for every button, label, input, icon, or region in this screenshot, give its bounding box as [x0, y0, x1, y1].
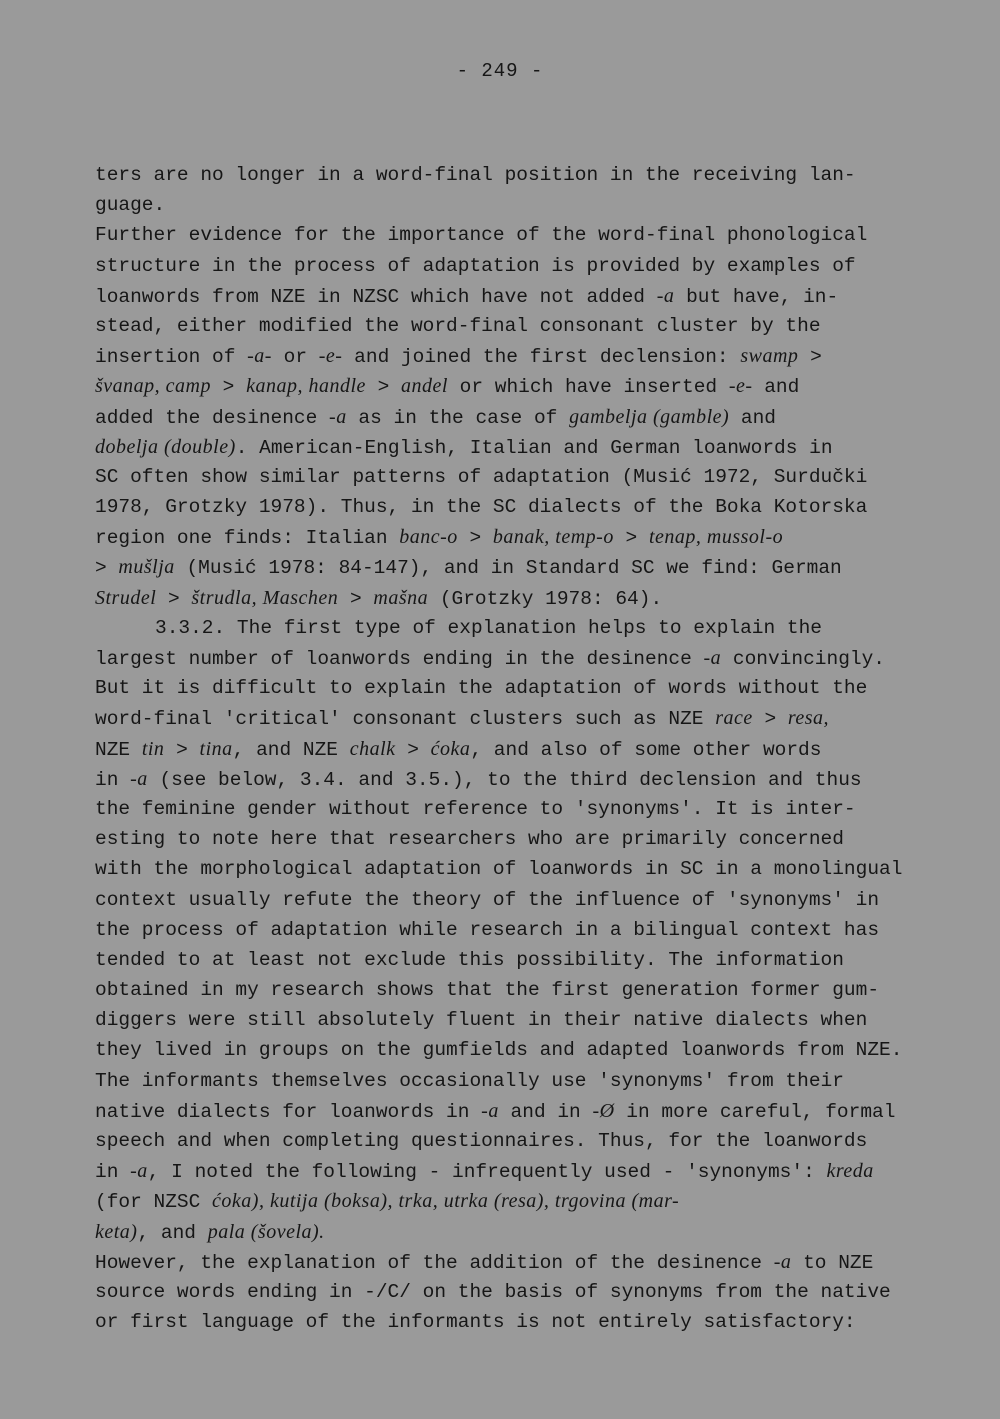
italic-term: race: [715, 707, 753, 730]
text-line: insertion of -a- or -e- and joined the first declension: swamp >: [95, 345, 822, 369]
text-line: NZE tin > tina, and NZE chalk > ćoka, and also of some other words: [95, 737, 822, 761]
text-line: (for NZSC ćoka), kutija (boksa), trka, utrka (resa), trgovina (mar-: [95, 1190, 680, 1214]
italic-term: -a: [656, 284, 675, 307]
italic-term: tin: [141, 737, 165, 760]
text-line: loanwords from NZE in NZSC which have not added -a but have, in-: [95, 284, 839, 308]
text-line: structure in the process of adaptation is provided by examples of: [95, 254, 856, 277]
text-line: in -a (see below, 3.4. and 3.5.), to the third declension and thus: [95, 767, 862, 791]
text-line: Strudel > štrudla, Maschen > mašna (Grotzky 1978: 64).: [95, 586, 663, 610]
italic-term: pala (šovela).: [207, 1220, 325, 1243]
text-line: švanap, camp > kanap, handle > andel or which have inserted -e- and: [95, 375, 800, 399]
text-line: guage.: [95, 194, 166, 217]
italic-term: -e-: [318, 345, 343, 368]
text-line: > mušlja (Musić 1978: 84-147), and in Standard SC we find: German: [95, 556, 842, 580]
italic-term: mašna: [373, 586, 429, 609]
text-line: with the morphological adaptation of loanwords in SC in a monolingual: [95, 858, 903, 881]
italic-term: chalk: [349, 737, 396, 760]
text-line: diggers were still absolutely fluent in their native dialects when: [95, 1009, 868, 1032]
text-line: ters are no longer in a word-final position in the receiving lan-: [95, 164, 856, 186]
text-line: the feminine gender without reference to 'synonyms'. It is inter-: [95, 797, 856, 820]
text-line: source words ending in -/C/ on the basis of synonyms from the native: [95, 1280, 891, 1303]
text-line: But it is difficult to explain the adaptation of words without the: [95, 677, 868, 700]
italic-term: štrudla, Maschen: [191, 586, 339, 609]
italic-term: swamp: [740, 345, 799, 368]
italic-term: Strudel: [95, 586, 157, 609]
italic-term: resa,: [787, 707, 830, 730]
text-line: context usually refute the theory of the influence of 'synonyms' in: [95, 888, 880, 911]
italic-term: -e-: [728, 375, 753, 398]
italic-term: ćoka), kutija (boksa), trka, utrka (resa), trgovina (mar-: [212, 1190, 680, 1213]
text-line: largest number of loanwords ending in the desinence -a convincingly.: [95, 647, 885, 670]
text-line: stead, either modified the word-final consonant cluster by the: [95, 314, 821, 337]
italic-term: -a: [703, 647, 722, 669]
italic-term: mušlja: [118, 556, 175, 579]
italic-term: tenap, mussol-o: [648, 526, 784, 549]
italic-term: kreda: [826, 1160, 874, 1183]
text-line: However, the explanation of the addition of the desinence -a to NZE: [95, 1250, 874, 1274]
text-line: added the desinence -a as in the case of gambelja (gamble) and: [95, 405, 777, 429]
italic-term: -a: [329, 405, 347, 428]
text-line: obtained in my research shows that the first generation former gum-: [95, 979, 880, 1002]
text-line: speech and when completing questionnaires. Thus, for the loanwords: [95, 1130, 868, 1152]
italic-term: keta): [95, 1220, 138, 1243]
italic-term: kanap, handle: [246, 375, 366, 398]
text-line: dobelja (double). American-English, Italian and German loanwords in: [95, 435, 833, 459]
text-line: or first language of the informants is not entirely satisfactory:: [95, 1311, 856, 1334]
text-line: they lived in groups on the gumfields and adapted loanwords from NZE.: [95, 1039, 903, 1062]
italic-term: andel: [401, 375, 448, 398]
italic-term: švanap, camp: [95, 375, 211, 398]
text-line: native dialects for loanwords in -a and in -Ø in more careful, formal: [95, 1099, 896, 1123]
text-line: The informants themselves occasionally use 'synonyms' from their: [95, 1069, 844, 1092]
italic-term: banak, temp-o: [492, 526, 614, 549]
italic-term: dobelja (double): [95, 435, 236, 458]
italic-term: -a: [130, 1160, 148, 1183]
text-line: word-final 'critical' consonant clusters such as NZE race > resa,: [95, 707, 830, 731]
italic-term: banc-o: [399, 526, 458, 549]
italic-term: -Ø: [592, 1099, 615, 1122]
italic-term: gambelja (gamble): [569, 405, 730, 428]
text-line: tended to at least not exclude this possibility. The information: [95, 948, 844, 971]
italic-term: -a: [773, 1250, 792, 1273]
text-line: 3.3.2. The first type of explanation helps to explain the: [155, 616, 823, 639]
italic-term: -a: [130, 767, 148, 790]
text-line: Further evidence for the importance of the word-final phonological: [95, 224, 868, 247]
text-line: the process of adaptation while research in a bilingual context has: [95, 918, 880, 941]
italic-term: -a: [481, 1099, 499, 1122]
text-line: 1978, Grotzky 1978). Thus, in the SC dialects of the Boka Kotorska: [95, 496, 868, 519]
italic-term: tina: [199, 737, 233, 760]
text-line: esting to note here that researchers who are primarily concerned: [95, 828, 844, 851]
text-line: SC often show similar patterns of adaptation (Musić 1972, Surdučki: [95, 465, 868, 488]
text-line: keta), and pala (šovela).: [95, 1220, 325, 1244]
italic-term: -a-: [247, 345, 272, 368]
italic-term: ćoka: [430, 737, 471, 760]
page-number: - 249 -: [456, 60, 544, 82]
body-text: [95, 160, 935, 1337]
text-line: in -a, I noted the following - infrequently used - 'synonyms': kreda: [95, 1160, 874, 1184]
text-line: region one finds: Italian banc-o > banak, temp-o > tenap, mussol-o: [95, 526, 784, 550]
